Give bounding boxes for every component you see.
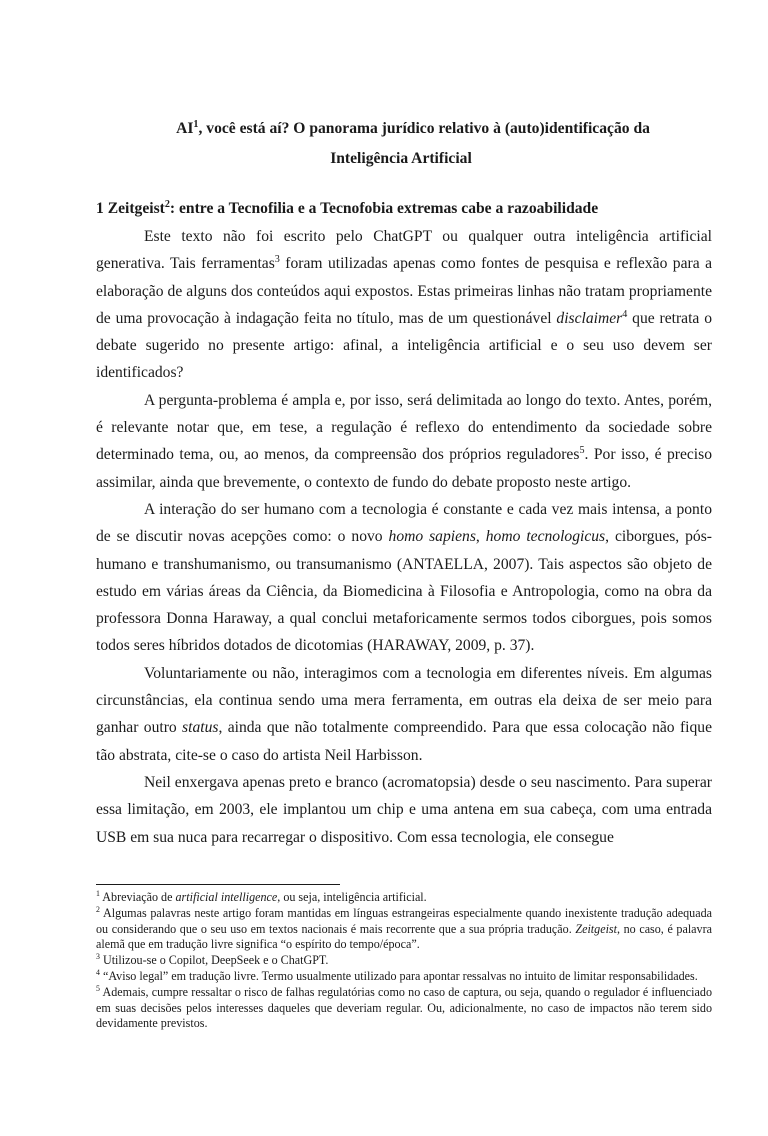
text-run: , no caso, é palavra alemã que em tradução livre significa “o espírito do tempo/época”. (96, 921, 712, 952)
footnote-ref-1[interactable]: 1 (193, 118, 199, 130)
paragraph-5 (96, 769, 712, 851)
footnote-separator (96, 884, 340, 885)
footnote-ref-4[interactable]: 4 (622, 308, 628, 320)
italic-term: artificial intelligence (175, 890, 278, 904)
paragraph-3 (96, 496, 712, 660)
text-run: Neil enxergava apenas preto e branco (acromatopsia) desde o seu nascimento. Para superar essa limitação, em 2003, ele implantou um chip e uma antena em sua cabeça, com uma entrada USB em sua nuca para recarregar o dispositivo. Com essa tecnologia, ele consegue (96, 773, 712, 846)
text-run: “Aviso legal” em tradução livre. Termo usualmente utilizado para apontar ressalvas no intuito de limitar responsabilidades. (99, 968, 698, 983)
footnote-2 (96, 906, 712, 953)
heading-text: 1 Zeitgeist (96, 200, 165, 217)
text-run: foram utilizadas apenas como fontes de pesquisa e reflexão para a elaboração de alguns dos conteúdos aqui expostos. Estas primeiras linhas não tratam propriamente de uma provocação à indagação feita no título, mas de um questionável (96, 255, 712, 327)
text-run: , ainda que não totalmente compreendido. Para que essa colocação não fique tão abstrata, cite-se o caso do artista Neil Harbisson. (96, 719, 712, 764)
footnote-ref-3[interactable]: 3 (274, 254, 280, 266)
italic-term: homo sapiens (388, 528, 476, 546)
text-run: A pergunta-problema é ampla e, por isso, será delimitada ao longo do texto. Antes, porém, é relevante notar que, em tese, a regulação é reflexo do entendimento da sociedade sobre determinado tema, ou, ao menos, da compreensão dos próprios reguladores (96, 391, 712, 464)
footnote-3 (96, 953, 712, 969)
section-heading (96, 196, 696, 222)
article-title (96, 114, 672, 174)
text-run: . Por isso, é preciso assimilar, ainda que brevemente, o contexto de fundo do debate proposto neste artigo. (96, 446, 713, 491)
title-line-2: Inteligência Artificial (330, 150, 472, 167)
title-text: AI (176, 120, 194, 137)
footnote-number: 5 (96, 983, 100, 993)
paragraph-4 (96, 660, 712, 769)
text-run: , (475, 528, 486, 546)
text-run: Algumas palavras neste artigo foram mantidas em línguas estrangeiras especialmente quando inexistente tradução adequada ou considerando que o seu uso em textos nacionais é mais recorrente que a sua própria tradução. (96, 905, 712, 936)
italic-term: disclaimer (556, 309, 623, 327)
footnote-4 (96, 969, 712, 985)
text-run: , ou seja, inteligência artificial. (277, 890, 427, 904)
text-run: Ademais, cumpre ressaltar o risco de falhas regulatórias como no caso de captura, ou seja, quando o regulador é influenciado em suas decisões pelos interesses daqueles que deveriam regular. Ou, adicionalmente, no caso de impactos não terem sido devidamente previstos. (96, 984, 712, 1031)
title-line-1 (96, 114, 672, 144)
text-run: Utilizou-se o Copilot, DeepSeek e o ChatGPT. (99, 953, 329, 968)
text-run: , ciborgues, pós-humano e transhumanismo, ou transumanismo (ANTAELLA, 2007). Tais aspectos são objeto de estudo em várias áreas da Ciência, da Biomedicina à Filosofia e Antropologia, como na obra da professora Donna Haraway, a qual conclui metaforicamente sermos todos ciborgues, pois somos todos seres híbridos dotados de dicotomias (HARAWAY, 2009, p. 37). (96, 528, 712, 655)
footnote-1 (96, 890, 712, 906)
footnote-number: 2 (96, 904, 100, 914)
footnote-ref-2[interactable]: 2 (164, 198, 170, 210)
italic-term: homo tecnologicus (485, 528, 606, 546)
text-run: Voluntariamente ou não, interagimos com a tecnologia em diferentes níveis. Em algumas circunstâncias, ela continua sendo uma mera ferramenta, em outras ela deixa de ser meio para ganhar outro (96, 664, 712, 737)
footnote-5 (96, 985, 712, 1032)
title-text: , você está aí? O panorama jurídico relativo à (auto)identificação da (198, 120, 650, 137)
italic-term: Zeitgeist (575, 921, 617, 936)
paragraph-2 (96, 387, 712, 496)
text-run: A interação do ser humano com a tecnologia é constante e cada vez mais intensa, a ponto de se discutir novas acepções como: o novo (96, 500, 712, 546)
text-run: Este texto não foi escrito pelo ChatGPT ou qualquer outra inteligência artificial generativa. Tais ferramentas (96, 228, 712, 273)
heading-text: : entre a Tecnofilia e a Tecnofobia extremas cabe a razoabilidade (169, 200, 599, 217)
footnote-ref-5[interactable]: 5 (579, 445, 585, 457)
text-run: que retrata o debate sugerido no presente artigo: afinal, a inteligência artificial e o seu uso devem ser identificados? (96, 309, 712, 382)
body-text (96, 223, 712, 851)
footnotes (96, 890, 712, 1032)
footnote-number: 4 (96, 967, 100, 977)
footnote-number: 1 (96, 888, 100, 898)
paragraph-1 (96, 223, 712, 387)
footnote-number: 3 (96, 952, 100, 962)
text-run: Abreviação de (99, 890, 176, 904)
italic-term: status (182, 719, 219, 737)
